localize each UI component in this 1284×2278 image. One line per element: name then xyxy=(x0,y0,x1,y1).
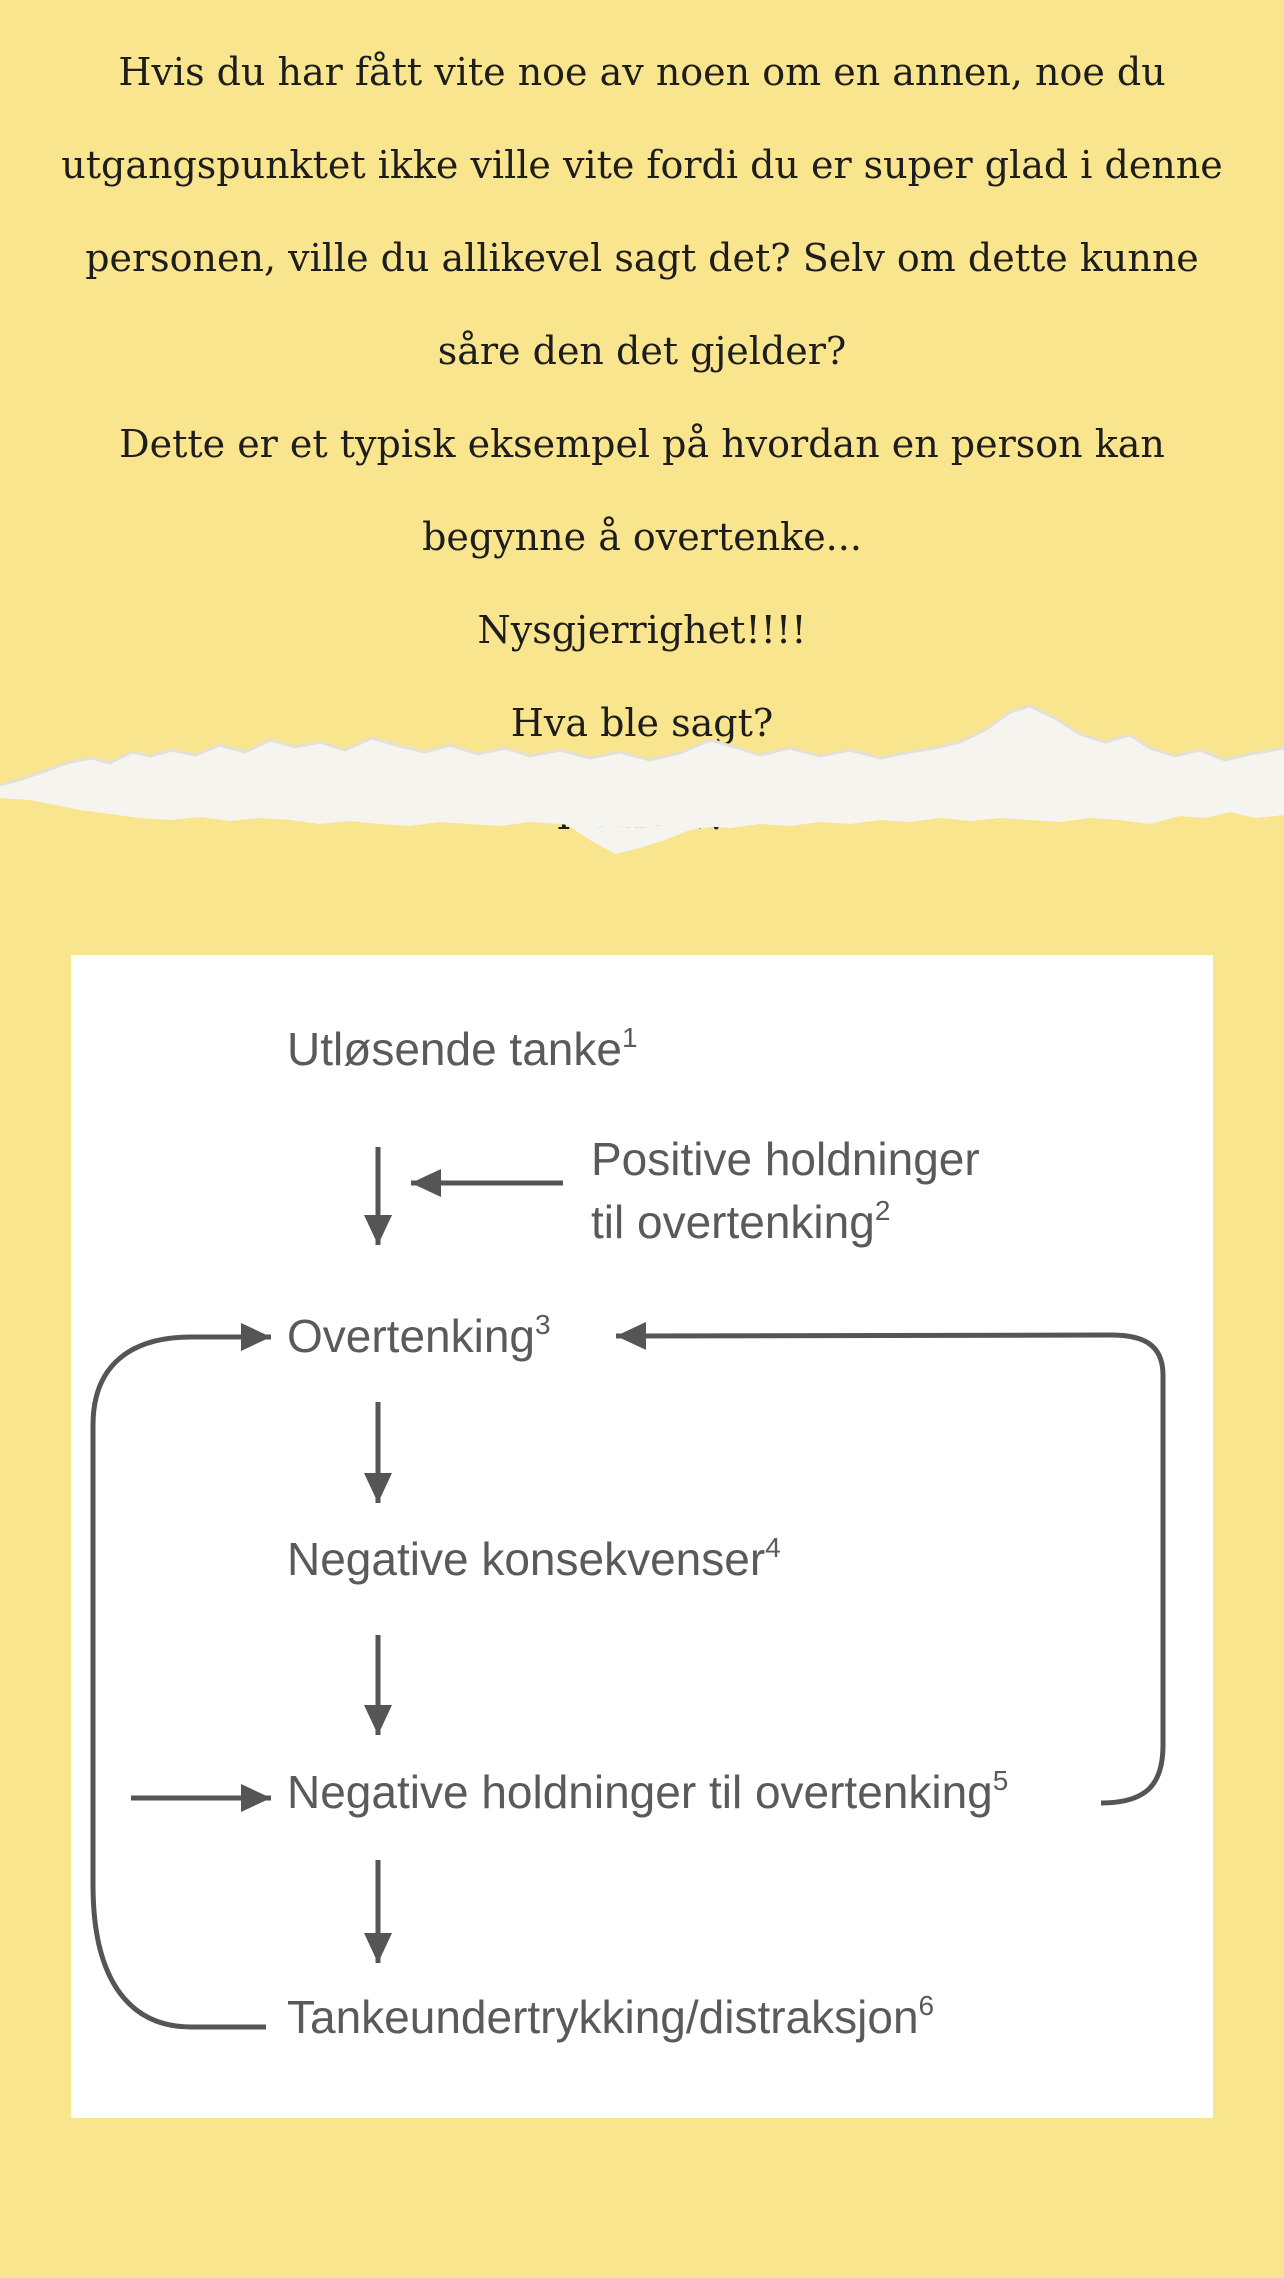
node-positive-attitudes-sup: 2 xyxy=(874,1195,891,1226)
node-overthinking: Overtenking$^3$ xyxy=(287,1309,551,1362)
loop-suppression-to-overthinking xyxy=(93,1337,271,2027)
node-trigger-thought: Utløsende tanke$^1$ xyxy=(287,1022,638,1075)
node-overthinking-sup: 3 xyxy=(535,1309,551,1340)
intro-line-curiosity: Nysgjerrighet!!!! xyxy=(477,608,807,652)
node-positive-attitudes-line2: til overtenking$^2$ xyxy=(591,1195,891,1248)
node-negative-attitudes: Negative holdninger til overtenking$^5$ xyxy=(287,1765,1009,1818)
intro-paragraph-example: Dette er et typisk eksempel på hvordan en person kan begynne å overtenke... xyxy=(119,422,1165,559)
overthinking-diagram xyxy=(71,955,1213,2118)
node-thought-suppression: Tankeundertrykking/distraksjon$^6$ xyxy=(287,1990,935,2043)
torn-paper-strip xyxy=(0,690,1284,910)
intro-line-what-was-said: Hva ble sagt? xyxy=(510,701,774,745)
node-negative-consequences: Negative konsekvenser$^4$ xyxy=(287,1532,781,1585)
diagram-canvas xyxy=(71,955,1213,2118)
node-trigger-thought-sup: 1 xyxy=(621,1022,638,1053)
intro-paragraph-question: Hvis du har fått vite noe av noen om en annen, noe du utgangspunktet ikke ville vite fordi du er super glad i denne personen, ville du allikevel sagt det? Selv om dette kunne såre den det gjelder? xyxy=(61,50,1223,373)
node-positive-attitudes-line1: Positive holdninger xyxy=(591,1133,980,1185)
node-negative-consequences-sup: 4 xyxy=(765,1532,781,1563)
node-negative-attitudes-sup: 5 xyxy=(992,1765,1009,1796)
node-thought-suppression-sup: 6 xyxy=(918,1990,935,2021)
